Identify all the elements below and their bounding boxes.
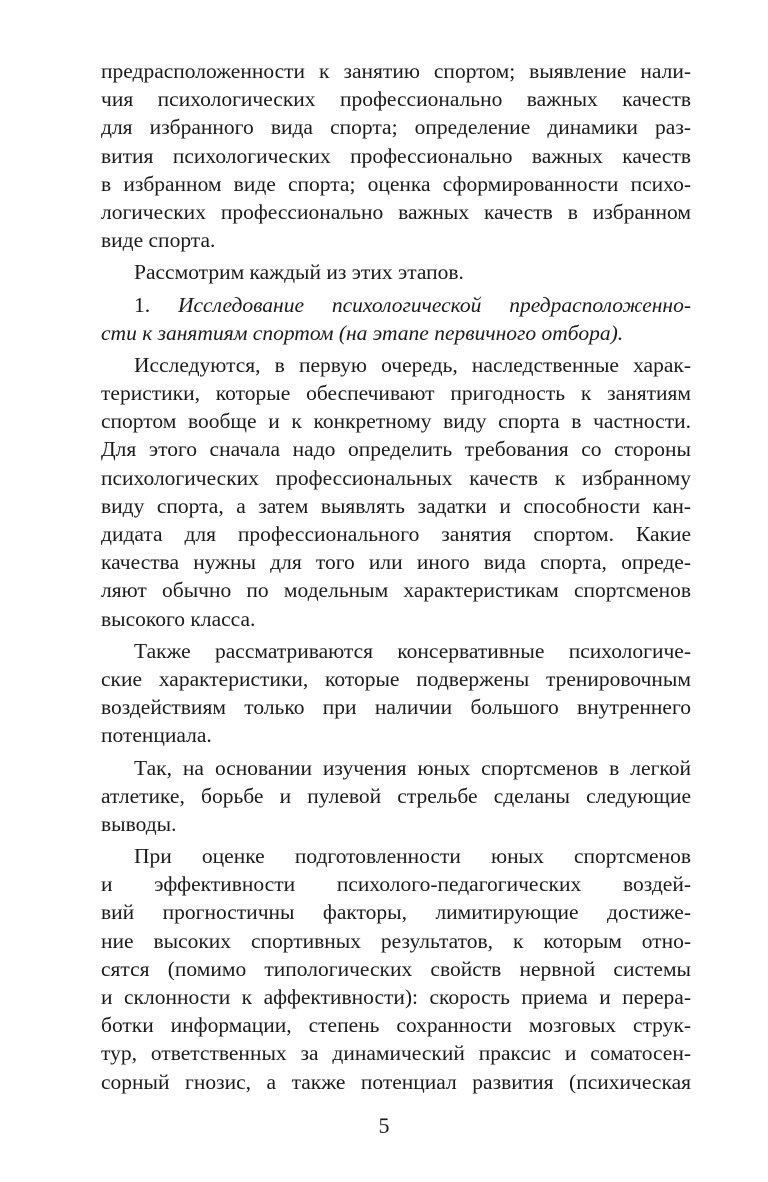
text-line: ляют обычно по модельным характеристикам спортсменов	[101, 578, 691, 603]
text-line: виде спорта.	[101, 228, 216, 253]
text-line: воздействиям только при наличии большого внутреннего	[101, 695, 691, 720]
text-line: ские характеристики, которые подвержены тренировочным	[101, 666, 691, 691]
paragraph	[101, 57, 691, 254]
text-line: ние высоких спортивных результатов, к которым отно-	[101, 928, 691, 953]
text-line: выводы.	[101, 811, 177, 836]
text-line: и склонности к аффективности): скорость приема и перера-	[101, 985, 691, 1009]
paragraph	[101, 258, 691, 286]
heading-line	[101, 319, 691, 347]
text-line: теристики, которые обеспечивают пригодность к занятиям	[101, 381, 691, 406]
section-heading	[101, 291, 691, 347]
paragraph	[101, 637, 691, 750]
text-line: для избранного вида спорта; определение динамики раз-	[101, 115, 691, 140]
paragraph	[101, 842, 691, 1096]
heading-text: Исследование психологической предрасположенно-	[177, 292, 691, 317]
text-line: сятся (помимо типологических свойств нервной системы	[101, 956, 691, 981]
text-line: атлетике, борьбе и пулевой стрельбе сделаны следующие	[101, 783, 691, 808]
text-line: Так, на основании изучения юных спортсменов в легкой	[134, 755, 691, 780]
heading-tail: (на этапе первичного отбора).	[338, 320, 624, 345]
heading-text: сти к занятиям спортом	[101, 320, 334, 345]
text-line: дидата для профессионального занятия спортом. Какие	[101, 522, 691, 546]
text-line: и эффективности психолого-педагогических воздей-	[101, 872, 691, 897]
page-number: 5	[378, 1113, 390, 1138]
text-line: Для этого сначала надо определить требования со стороны	[101, 437, 691, 462]
text-line: логических профессионально важных качеств в избранном	[101, 199, 691, 224]
text-line: Рассмотрим каждый из этих этапов.	[134, 260, 464, 285]
text-line: При оценке подготовленности юных спортсменов	[134, 844, 691, 869]
document-body	[101, 57, 691, 1096]
text-line: виду спорта, а затем выявлять задатки и способности кан-	[101, 493, 691, 518]
text-line: Исследуются, в первую очередь, наследственные харак-	[134, 352, 691, 377]
text-line: в избранном виде спорта; оценка сформированности психо-	[101, 171, 691, 196]
text-line: тур, ответственных за динамический праксис и соматосен-	[101, 1041, 691, 1066]
text-line: психологических профессиональных качеств к избранному	[101, 465, 691, 490]
text-line: предрасположенности к занятию спортом; выявление нали-	[101, 59, 691, 83]
heading-line	[101, 291, 691, 319]
paragraph	[101, 754, 691, 839]
text-line: высокого класса.	[101, 606, 256, 631]
text-line: вития психологических профессионально важных качеств	[101, 143, 691, 168]
text-line: потенциала.	[101, 723, 212, 748]
text-line: спортом вообще и к конкретному виду спорта в частности.	[101, 409, 691, 434]
text-line: Также рассматриваются консервативные психологиче-	[134, 638, 691, 663]
text-line: ботки информации, степень сохранности мозговых струк-	[101, 1013, 691, 1038]
text-line: чия психологических профессионально важных качеств	[101, 87, 691, 112]
text-line: качества нужны для того или иного вида спорта, опреде-	[101, 550, 691, 575]
text-line: вий прогностичны факторы, лимитирующие достиже-	[101, 900, 691, 925]
paragraph	[101, 351, 691, 633]
text-line: сорный гнозис, а также потенциал развития (психическая	[101, 1069, 691, 1094]
heading-number: 1.	[134, 292, 151, 317]
